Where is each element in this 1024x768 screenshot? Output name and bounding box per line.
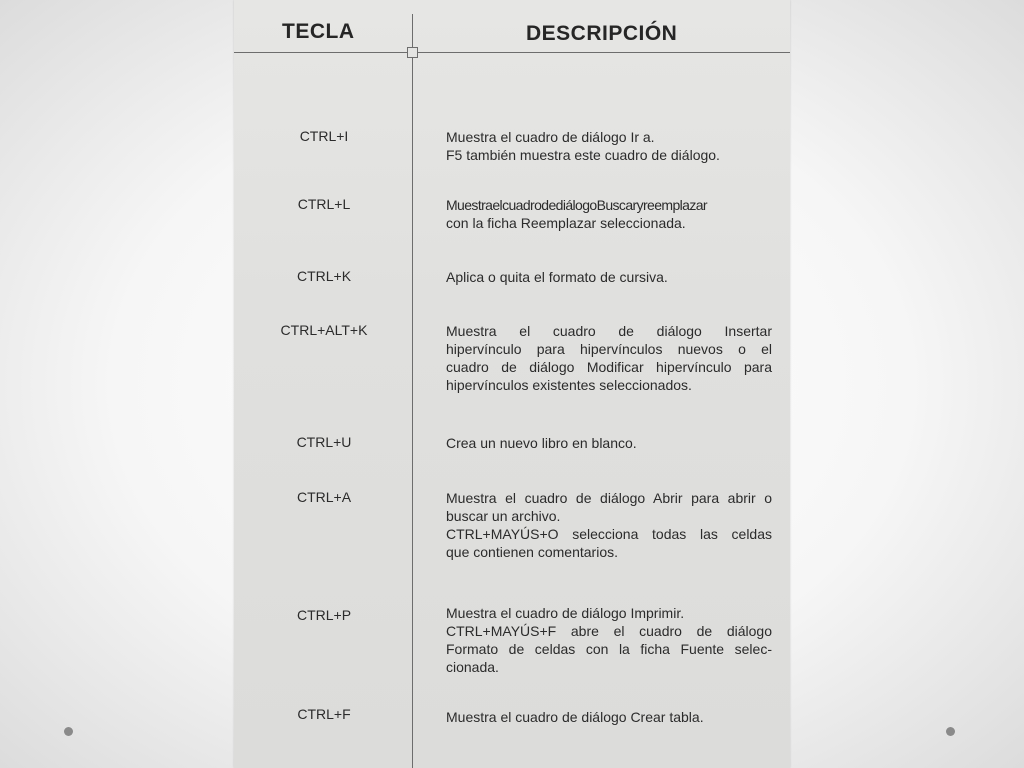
description-line: con la ficha Reemplazar seleccionada. [446,215,686,231]
description-line: hipervínculo para hipervínculos nuevos o el [446,341,772,357]
slide-bullet-dot-right [946,727,955,736]
description-line: Crea un nuevo libro en blanco. [446,435,637,451]
description-line: Muestra el cuadro de diálogo Imprimir. [446,605,685,621]
description-line: hipervínculos existentes seleccionados. [446,377,692,393]
description-line: Muestra el cuadro de diálogo Ir a. [446,129,655,145]
row-description [446,268,772,286]
row-key: CTRL+ALT+K [280,322,368,338]
slide-bullet-dot-left [64,727,73,736]
description-line: MuestraelcuadrodediálogoBuscaryreemplazar [446,197,707,213]
header-tecla: TECLA [282,20,355,43]
description-line: cionada. [446,659,499,675]
description-line: cuadro de diálogo Modificar hipervínculo para [446,359,772,375]
description-line: Aplica o quita el formato de cursiva. [446,269,668,285]
description-line: buscar un archivo. [446,508,561,524]
row-description [446,196,772,232]
row-description [446,322,772,394]
header-divider [234,52,790,53]
row-description [446,489,772,561]
description-line: Muestra el cuadro de diálogo Abrir para abrir o [446,490,772,506]
description-line: CTRL+MAYÚS+F abre el cuadro de diálogo [446,623,772,639]
row-key: CTRL+P [296,607,352,623]
row-key: CTRL+I [299,128,349,144]
table-corner-marker [407,47,418,58]
description-line: F5 también muestra este cuadro de diálogo. [446,147,720,163]
description-line: Muestra el cuadro de diálogo Crear tabla. [446,709,704,725]
row-key: CTRL+F [297,706,351,722]
row-key: CTRL+A [296,489,352,505]
row-key: CTRL+K [296,268,352,284]
description-line: que contienen comentarios. [446,544,618,560]
row-key: CTRL+U [296,434,352,450]
column-divider [412,14,413,768]
row-description [446,708,772,726]
row-description [446,434,772,452]
row-description [446,128,772,164]
document-page [234,0,790,768]
description-line: Formato de celdas con la ficha Fuente selec- [446,641,772,657]
description-line: Muestra el cuadro de diálogo Insertar [446,323,772,339]
row-key: CTRL+L [297,196,351,212]
description-line: CTRL+MAYÚS+O selecciona todas las celdas [446,526,772,542]
row-description [446,604,772,676]
header-descripcion: DESCRIPCIÓN [526,22,678,45]
